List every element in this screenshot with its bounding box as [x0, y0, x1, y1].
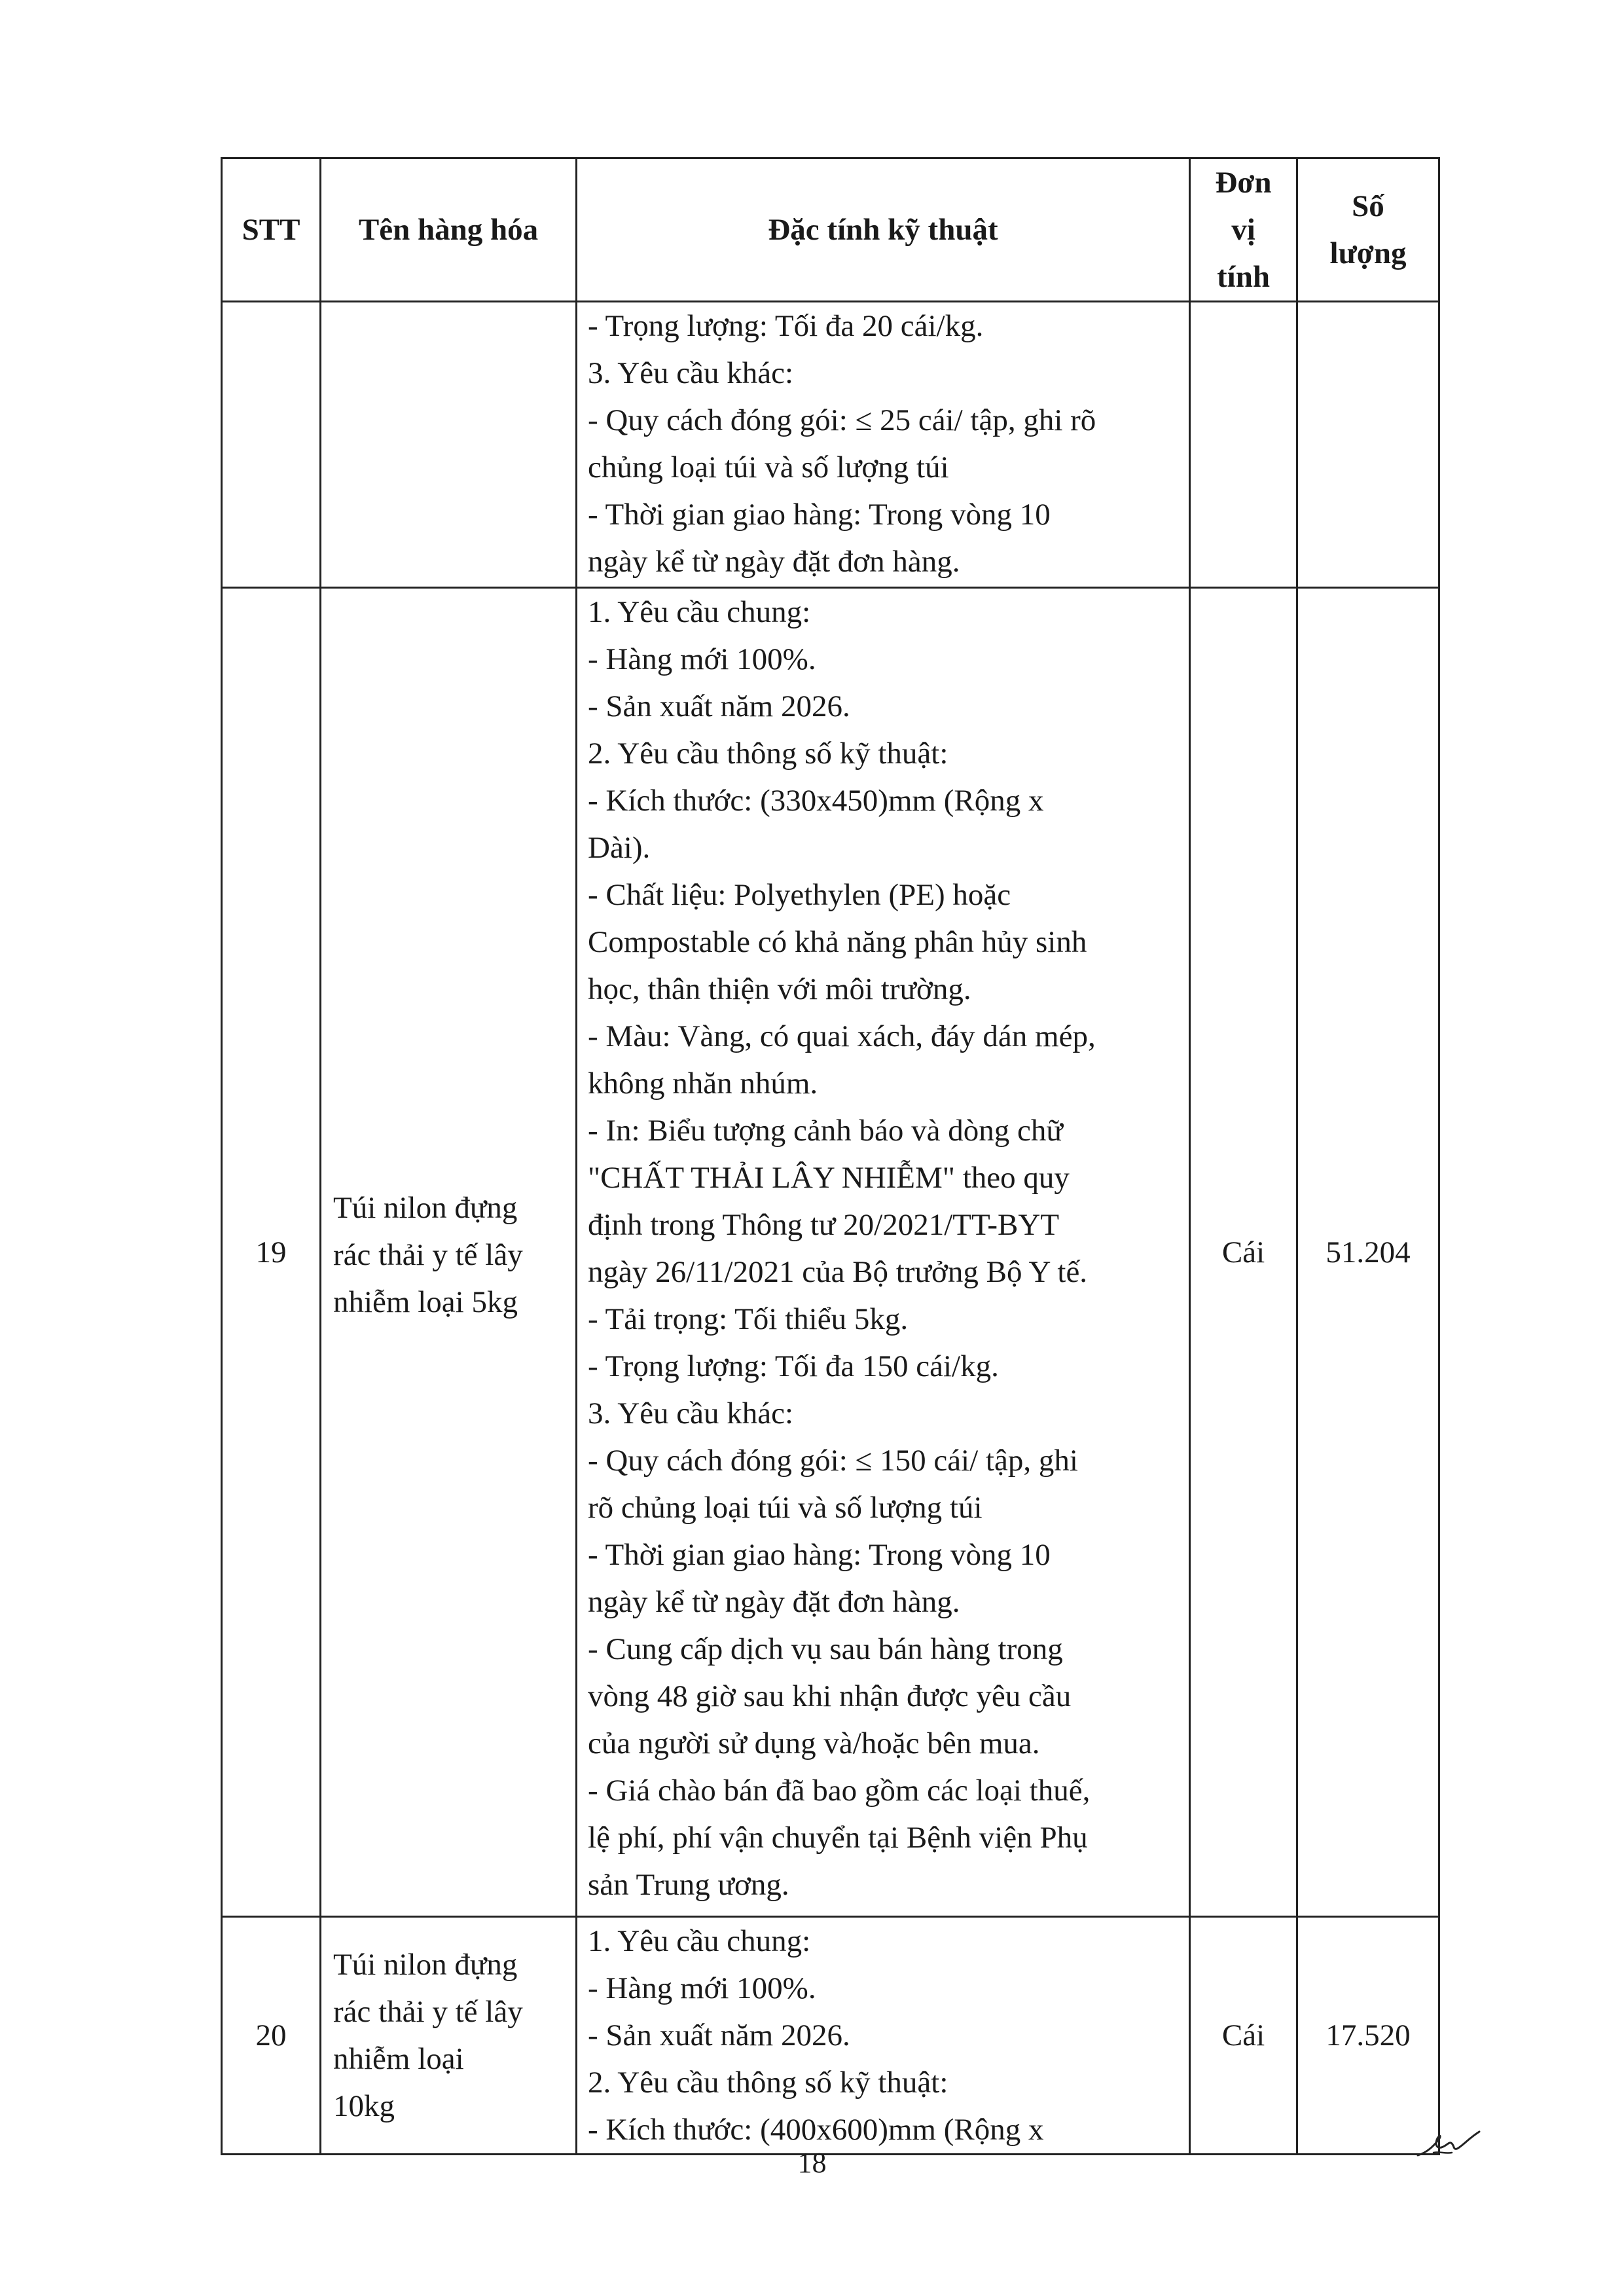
table-row — [222, 1917, 1439, 2155]
row-item-name — [321, 588, 577, 1917]
header-technical-spec: Đặc tính kỹ thuật — [577, 158, 1190, 302]
spec-line: không nhăn nhúm. — [588, 1066, 818, 1101]
handwritten-initials-signature — [1414, 2126, 1486, 2166]
spec-line: - In: Biểu tượng cảnh báo và dòng chữ — [588, 1114, 1063, 1148]
spec-line: "CHẤT THẢI LÂY NHIỄM" theo quy — [588, 1161, 1070, 1195]
item-name-line: 10kg — [333, 2089, 395, 2123]
item-name-line: Túi nilon đựng — [333, 1948, 518, 1982]
page-number: 18 — [797, 2147, 827, 2179]
spec-line: 1. Yêu cầu chung: — [588, 595, 811, 629]
spec-line: - Thời gian giao hàng: Trong vòng 10 — [588, 498, 1051, 532]
table-row — [222, 588, 1439, 1917]
spec-line: - Hàng mới 100%. — [588, 1971, 816, 2005]
spec-line: ngày 26/11/2021 của Bộ trưởng Bộ Y tế. — [588, 1255, 1088, 1289]
row-quantity: 51.204 — [1297, 588, 1439, 1917]
spec-line: ngày kể từ ngày đặt đơn hàng. — [588, 545, 960, 579]
spec-line: của người sử dụng và/hoặc bên mua. — [588, 1726, 1040, 1760]
header-unit-line: Đơn — [1215, 166, 1272, 200]
spec-line: chủng loại túi và số lượng túi — [588, 450, 949, 484]
row-unit: Cái — [1190, 588, 1297, 1917]
spec-line: - Trọng lượng: Tối đa 150 cái/kg. — [588, 1349, 999, 1383]
row-item-name — [321, 1917, 577, 2155]
item-name-line: nhiễm loại 5kg — [333, 1285, 518, 1319]
row-technical-spec — [577, 1917, 1190, 2155]
spec-line: - Thời gian giao hàng: Trong vòng 10 — [588, 1538, 1051, 1572]
spec-line: - Sản xuất năm 2026. — [588, 689, 850, 723]
spec-line: - Kích thước: (400x600)mm (Rộng x — [588, 2113, 1044, 2147]
header-unit-line: vị — [1231, 213, 1255, 247]
row-unit: Cái — [1190, 1917, 1297, 2155]
spec-line: học, thân thiện với môi trường. — [588, 972, 971, 1006]
spec-line: 2. Yêu cầu thông số kỹ thuật: — [588, 2066, 948, 2100]
spec-line: Compostable có khả năng phân hủy sinh — [588, 925, 1087, 959]
spec-line: - Cung cấp dịch vụ sau bán hàng trong — [588, 1632, 1063, 1666]
row-stt: 20 — [222, 1917, 321, 2155]
item-name-line: Túi nilon đựng — [333, 1190, 518, 1225]
row-quantity: 17.520 — [1297, 1917, 1439, 2155]
spec-line: - Sản xuất năm 2026. — [588, 2018, 850, 2052]
spec-line: 3. Yêu cầu khác: — [588, 356, 794, 390]
spec-line: rõ chủng loại túi và số lượng túi — [588, 1491, 983, 1525]
table-row — [222, 302, 1439, 588]
spec-line: - Quy cách đóng gói: ≤ 150 cái/ tập, ghi — [588, 1444, 1078, 1478]
row-quantity — [1297, 302, 1439, 588]
spec-line: - Giá chào bán đã bao gồm các loại thuế, — [588, 1774, 1091, 1808]
spec-line: - Tải trọng: Tối thiểu 5kg. — [588, 1302, 909, 1336]
item-name-line: nhiễm loại — [333, 2042, 464, 2076]
spec-line: - Kích thước: (330x450)mm (Rộng x — [588, 784, 1044, 818]
row-item-name — [321, 302, 577, 588]
row-technical-spec — [577, 588, 1190, 1917]
item-name-line: rác thải y tế lây — [333, 1237, 523, 1272]
row-stt — [222, 302, 321, 588]
header-quantity — [1297, 158, 1439, 302]
spec-line: 3. Yêu cầu khác: — [588, 1396, 794, 1430]
header-item-name: Tên hàng hóa — [321, 158, 577, 302]
spec-line: định trong Thông tư 20/2021/TT-BYT — [588, 1208, 1060, 1242]
header-quantity-line: lượng — [1329, 236, 1407, 270]
technical-spec-table — [221, 157, 1440, 2155]
spec-line: - Màu: Vàng, có quai xách, đáy dán mép, — [588, 1019, 1096, 1053]
table-header-row — [222, 158, 1439, 302]
header-unit — [1190, 158, 1297, 302]
spec-line: - Hàng mới 100%. — [588, 642, 816, 676]
spec-line: - Trọng lượng: Tối đa 20 cái/kg. — [588, 309, 984, 343]
row-unit — [1190, 302, 1297, 588]
spec-line: 2. Yêu cầu thông số kỹ thuật: — [588, 737, 948, 771]
header-stt: STT — [222, 158, 321, 302]
row-stt: 19 — [222, 588, 321, 1917]
spec-line: lệ phí, phí vận chuyển tại Bệnh viện Phụ — [588, 1821, 1088, 1855]
spec-line: sản Trung ương. — [588, 1868, 789, 1902]
header-quantity-line: Số — [1352, 189, 1384, 223]
spec-line: ngày kể từ ngày đặt đơn hàng. — [588, 1585, 960, 1619]
spec-line: - Chất liệu: Polyethylen (PE) hoặc — [588, 878, 1011, 912]
row-technical-spec — [577, 302, 1190, 588]
item-name-line: rác thải y tế lây — [333, 1995, 523, 2029]
spec-line: Dài). — [588, 831, 651, 865]
spec-line: 1. Yêu cầu chung: — [588, 1924, 811, 1958]
spec-line: vòng 48 giờ sau khi nhận được yêu cầu — [588, 1679, 1072, 1713]
header-unit-line: tính — [1217, 260, 1270, 294]
spec-line: - Quy cách đóng gói: ≤ 25 cái/ tập, ghi rõ — [588, 403, 1096, 437]
